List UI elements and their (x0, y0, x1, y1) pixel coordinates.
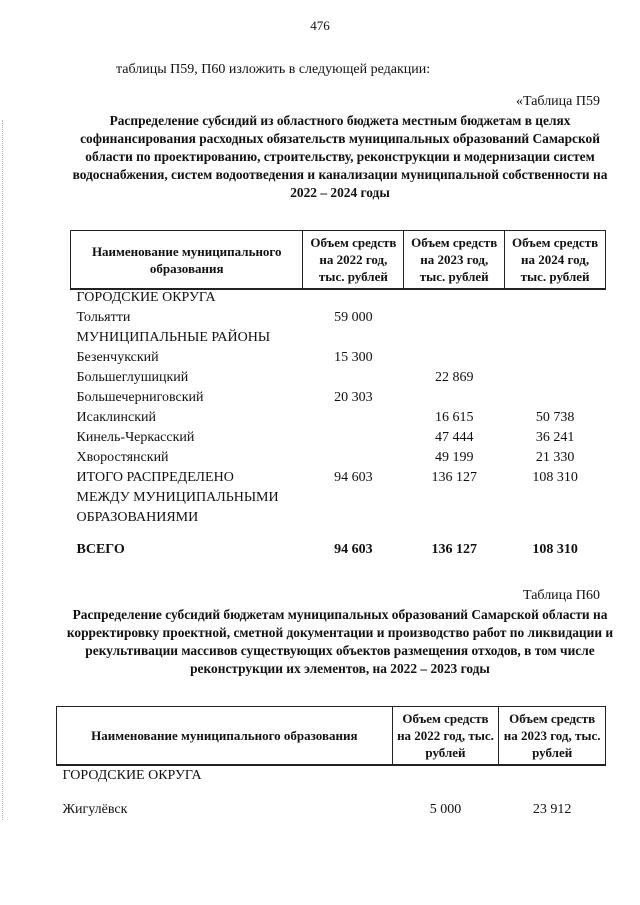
row-v2022 (303, 330, 404, 350)
table-row (71, 410, 606, 430)
row-v2023 (404, 510, 505, 530)
table-p59-title: Распределение субсидий из областного бюджета местным бюджетам в целях софинансирования расходных обязательств муниципальных образований Самарской области по проектированию, строительству, реконструкции и модернизации систем водоснабжения, систем водоотведения и канализации муниципальной собственности на 2022 – 2024 годы (72, 113, 608, 200)
row-v2023: 16 615 (434, 410, 474, 425)
row-name: ГОРОДСКИЕ ОКРУГА (76, 290, 216, 305)
row-v2022: 94 603 (334, 470, 373, 485)
row-v2023: 23 912 (532, 802, 572, 817)
header-municipality: Наименование муниципального образования (71, 231, 303, 290)
spacer-cell (499, 788, 606, 800)
row-name: Хворостянский (76, 450, 169, 465)
row-v2023 (404, 289, 505, 310)
intro-text: таблицы П59, П60 изложить в следующей редакции: (116, 62, 431, 77)
spacer-row (57, 788, 606, 800)
row-name: ГОРОДСКИЕ ОКРУГА (62, 768, 202, 783)
page-number: 476 (310, 18, 330, 33)
row-name: МУНИЦИПАЛЬНЫЕ РАЙОНЫ (76, 330, 271, 345)
table-row (71, 390, 606, 410)
row-name: ОБРАЗОВАНИЯМИ (76, 510, 199, 525)
row-v2022 (303, 510, 404, 530)
row-v2023 (404, 350, 505, 370)
table-row (71, 310, 606, 330)
table-total-row (71, 530, 606, 562)
row-v2024: 50 738 (535, 410, 575, 425)
row-v2024 (505, 330, 606, 350)
row-v2024: 36 241 (535, 430, 575, 445)
table-p59 (70, 230, 606, 562)
total-v2024: 108 310 (532, 542, 578, 557)
row-v2022: 20 303 (334, 390, 373, 405)
row-v2023 (404, 330, 505, 350)
table-row (71, 289, 606, 310)
row-v2024 (505, 490, 606, 510)
table-header-row (57, 707, 606, 766)
row-v2022 (303, 450, 404, 470)
row-v2024 (505, 289, 606, 310)
row-v2022: 59 000 (334, 310, 373, 325)
row-name: МЕЖДУ МУНИЦИПАЛЬНЫМИ (76, 490, 279, 505)
table-p60-title: Распределение субсидий бюджетам муниципальных образований Самарской области на корректировку проектной, сметной документации и производство работ по ликвидации и рекультивации массивов существующих объектов размещения отходов, в том числе реконструкции их элементов, на 2022 – 2023 годы (66, 607, 614, 676)
spacer-cell (392, 788, 499, 800)
row-v2022 (303, 289, 404, 310)
row-v2024 (505, 390, 606, 410)
row-v2023: 49 199 (434, 450, 474, 465)
scan-margin-line (2, 120, 3, 820)
row-v2022 (303, 370, 404, 390)
table-p60 (56, 706, 606, 822)
header-2022: Объем средств на 2022 год, тыс. рублей (392, 707, 499, 766)
total-name: ВСЕГО (76, 542, 125, 557)
row-v2023 (404, 490, 505, 510)
row-v2024 (505, 510, 606, 530)
table-row (71, 510, 606, 530)
row-v2023: 47 444 (434, 430, 474, 445)
table-row (71, 470, 606, 490)
row-v2024: 21 330 (535, 450, 575, 465)
row-v2022 (303, 430, 404, 450)
row-v2022 (392, 765, 499, 788)
row-v2024 (505, 310, 606, 330)
row-name: Тольятти (76, 310, 131, 325)
table-row (71, 430, 606, 450)
row-name: Большеглушицкий (76, 370, 189, 385)
table-row (57, 765, 606, 788)
row-name: ИТОГО РАСПРЕДЕЛЕНО (76, 470, 234, 485)
spacer-cell (57, 788, 393, 800)
total-v2022: 94 603 (334, 542, 373, 557)
table-row (71, 490, 606, 510)
table-row (71, 330, 606, 350)
row-v2023 (499, 765, 606, 788)
table-row (57, 800, 606, 822)
row-name: Безенчукский (76, 350, 159, 365)
row-v2022: 15 300 (334, 350, 373, 365)
table-row (71, 350, 606, 370)
row-v2024 (505, 350, 606, 370)
header-municipality: Наименование муниципального образования (57, 707, 393, 766)
row-name: Исаклинский (76, 410, 156, 425)
row-v2024 (505, 370, 606, 390)
row-name: Жигулёвск (62, 802, 128, 817)
row-v2022 (303, 410, 404, 430)
table-row (71, 370, 606, 390)
header-2023: Объем средств на 2023 год, тыс. рублей (499, 707, 606, 766)
row-v2023: 22 869 (434, 370, 474, 385)
table-p60-label: Таблица П60 (523, 588, 600, 603)
row-v2023 (404, 390, 505, 410)
table-header-row (71, 231, 606, 290)
header-2024: Объем средств на 2024 год, тыс. рублей (505, 231, 606, 290)
row-v2024: 108 310 (532, 470, 578, 485)
header-2022: Объем средств на 2022 год, тыс. рублей (303, 231, 404, 290)
row-v2022 (303, 490, 404, 510)
row-v2023 (404, 310, 505, 330)
header-2023: Объем средств на 2023 год, тыс. рублей (404, 231, 505, 290)
table-row (71, 450, 606, 470)
total-v2023: 136 127 (431, 542, 477, 557)
row-name: Кинель-Черкасский (76, 430, 195, 445)
row-v2022: 5 000 (429, 802, 462, 817)
row-name: Большечерниговский (76, 390, 204, 405)
row-v2023: 136 127 (431, 470, 477, 485)
table-p59-label: «Таблица П59 (516, 94, 600, 109)
